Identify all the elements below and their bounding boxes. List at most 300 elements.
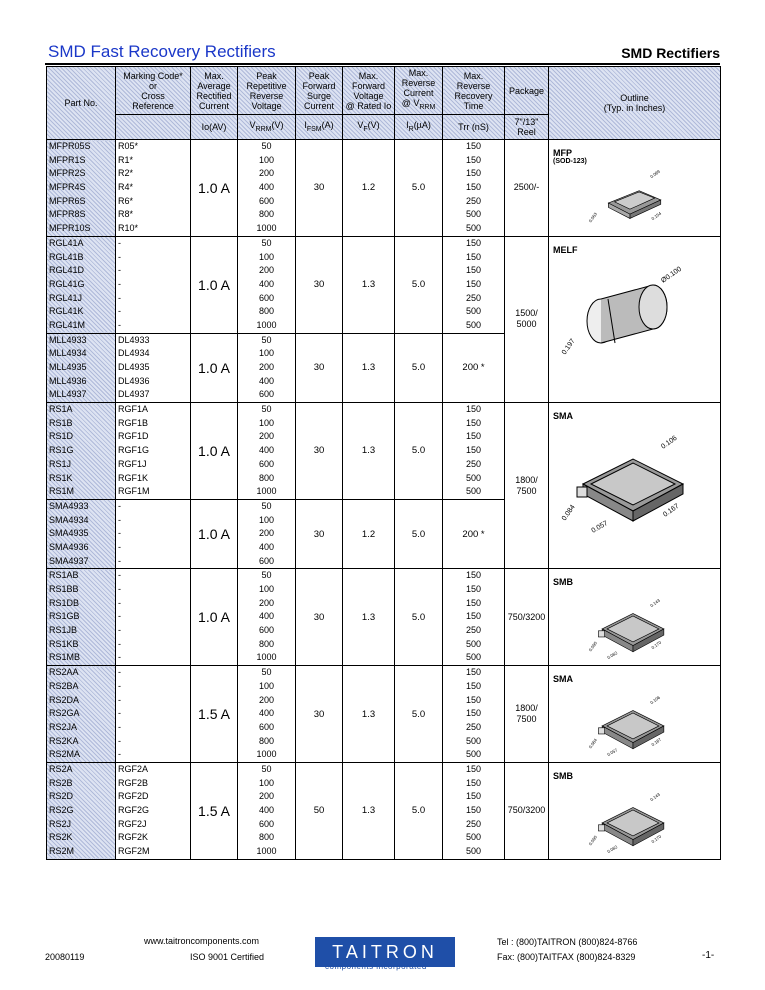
table-cell: - bbox=[118, 597, 121, 608]
footer-website: www.taitroncomponents.com bbox=[144, 936, 260, 946]
trr-values bbox=[443, 140, 505, 237]
table-cell: 400 bbox=[258, 445, 275, 456]
table-cell: 50 bbox=[261, 570, 272, 581]
marking-codes bbox=[116, 762, 191, 859]
table-row bbox=[47, 140, 721, 237]
table-cell: - bbox=[118, 638, 121, 649]
vf-cell: 1.2 bbox=[343, 499, 395, 568]
table-cell: SMA4936 bbox=[49, 541, 89, 552]
vf-cell: 1.2 bbox=[343, 140, 395, 237]
table-cell: 50 bbox=[261, 404, 272, 415]
table-cell: RS2M bbox=[49, 846, 75, 857]
table-cell: RS2K bbox=[49, 832, 73, 843]
table-cell: DL4934 bbox=[118, 348, 150, 359]
table-cell: - bbox=[118, 721, 121, 732]
table-cell: - bbox=[118, 541, 121, 552]
col-vf: Max. Forward Voltage @ Rated Io bbox=[343, 67, 395, 115]
table-cell: MLL4936 bbox=[49, 375, 87, 386]
table-cell: - bbox=[118, 278, 121, 289]
svg-text:0.167: 0.167 bbox=[650, 736, 663, 748]
table-cell: 1000 bbox=[256, 749, 277, 760]
table-cell: RS1AB bbox=[49, 570, 79, 581]
table-cell: 500 bbox=[465, 223, 482, 234]
svg-text:0.069: 0.069 bbox=[649, 168, 661, 180]
table-cell: 200 bbox=[258, 431, 275, 442]
table-cell: - bbox=[118, 514, 121, 525]
trr-cell: 200 * bbox=[443, 333, 505, 402]
table-cell: 500 bbox=[465, 638, 482, 649]
table-cell: 800 bbox=[258, 832, 275, 843]
table-cell: RS1G bbox=[49, 445, 74, 456]
part-numbers bbox=[47, 236, 116, 333]
table-cell: RS2A bbox=[49, 763, 73, 774]
table-cell: SMA4935 bbox=[49, 528, 89, 539]
part-numbers bbox=[47, 333, 116, 402]
table-cell: 500 bbox=[465, 846, 482, 857]
col-vrrm: Peak Repetitive Reverse Voltage bbox=[238, 67, 296, 115]
table-cell: RS1JB bbox=[49, 625, 78, 636]
table-cell: RS1A bbox=[49, 404, 73, 415]
io-cell: 1.0 A bbox=[191, 569, 238, 666]
table-cell: RS2D bbox=[49, 791, 74, 802]
svg-text:0.143: 0.143 bbox=[649, 598, 661, 609]
table-cell: 400 bbox=[258, 708, 275, 719]
table-cell: RS1MB bbox=[49, 652, 81, 663]
outline-label: SMB bbox=[553, 577, 573, 588]
table-cell: - bbox=[118, 652, 121, 663]
table-cell: - bbox=[118, 251, 121, 262]
vf-cell: 1.3 bbox=[343, 333, 395, 402]
package-cell: 750/3200 bbox=[505, 762, 549, 859]
svg-text:0.106: 0.106 bbox=[649, 694, 661, 706]
table-cell: RS2KA bbox=[49, 735, 79, 746]
col-ifsm-unit: $I_{FSM}(A)$ bbox=[296, 115, 343, 140]
table-cell: 500 bbox=[465, 306, 482, 317]
table-cell: 200 bbox=[258, 791, 275, 802]
table-cell: RS2GA bbox=[49, 708, 80, 719]
part-numbers bbox=[47, 569, 116, 666]
table-cell: 400 bbox=[258, 278, 275, 289]
package-cell: 1500/ 5000 bbox=[505, 236, 549, 402]
table-cell: RGF1A bbox=[118, 404, 149, 415]
table-cell: - bbox=[118, 708, 121, 719]
table-cell: MFPR4S bbox=[49, 182, 86, 193]
table-row bbox=[47, 569, 721, 666]
table-cell: RS2G bbox=[49, 805, 74, 815]
trr-values bbox=[443, 236, 505, 333]
io-cell: 1.0 A bbox=[191, 403, 238, 500]
io-cell: 1.5 A bbox=[191, 762, 238, 859]
part-numbers bbox=[47, 762, 116, 859]
ifsm-cell: 30 bbox=[296, 666, 343, 763]
table-row bbox=[47, 236, 721, 333]
col-io: Max. Average Rectified Current bbox=[191, 67, 238, 115]
svg-text:0.167: 0.167 bbox=[662, 502, 681, 519]
table-cell: 100 bbox=[258, 417, 275, 428]
table-cell: 150 bbox=[465, 431, 482, 442]
table-row bbox=[47, 762, 721, 859]
marking-codes bbox=[116, 569, 191, 666]
table-cell: 250 bbox=[465, 818, 482, 829]
package-drawing bbox=[553, 692, 713, 760]
marking-codes bbox=[116, 499, 191, 568]
table-cell: RGL41M bbox=[49, 319, 86, 330]
table-row bbox=[47, 403, 721, 500]
ir-cell: 5.0 bbox=[395, 666, 443, 763]
table-cell: 150 bbox=[465, 805, 482, 815]
col-ir-unit: $I_R(\mu A)$ bbox=[395, 115, 443, 140]
io-cell: 1.5 A bbox=[191, 666, 238, 763]
table-cell: RS1DB bbox=[49, 597, 80, 608]
table-cell: MLL4935 bbox=[49, 362, 87, 372]
part-numbers bbox=[47, 403, 116, 500]
marking-codes bbox=[116, 140, 191, 237]
table-cell: RS1B bbox=[49, 417, 73, 428]
table-cell: 100 bbox=[258, 251, 275, 262]
table-cell: RGF1B bbox=[118, 417, 149, 428]
outline-sublabel: (SOD-123) bbox=[553, 158, 587, 165]
outline-cell bbox=[549, 140, 721, 237]
svg-text:Ø0.100: Ø0.100 bbox=[660, 265, 683, 285]
table-cell: 1000 bbox=[256, 223, 277, 234]
col-outline: Outline (Typ. in Inches) bbox=[549, 67, 721, 140]
table-cell: 250 bbox=[465, 625, 482, 636]
svg-text:0.154: 0.154 bbox=[650, 210, 663, 222]
io-cell: 1.0 A bbox=[191, 236, 238, 333]
table-cell: - bbox=[118, 749, 121, 760]
trr-values bbox=[443, 762, 505, 859]
table-cell: RS2BA bbox=[49, 680, 79, 691]
table-cell: RS2J bbox=[49, 818, 72, 829]
vf-cell: 1.3 bbox=[343, 403, 395, 500]
table-cell: 250 bbox=[465, 292, 482, 303]
table-cell: RGF2J bbox=[118, 818, 147, 829]
table-cell: RGF2D bbox=[118, 791, 149, 802]
svg-text:0.197: 0.197 bbox=[560, 337, 577, 356]
outline-label: SMA bbox=[553, 411, 573, 422]
table-cell: 150 bbox=[465, 154, 482, 165]
table-cell: MFPR10S bbox=[49, 223, 91, 234]
table-cell: 500 bbox=[465, 319, 482, 330]
table-cell: 50 bbox=[261, 237, 272, 248]
outline-cell bbox=[549, 236, 721, 402]
table-cell: 150 bbox=[465, 763, 482, 774]
footer-iso: ISO 9001 Certified bbox=[190, 952, 265, 962]
table-cell: - bbox=[118, 611, 121, 622]
table-cell: 250 bbox=[465, 195, 482, 206]
table-cell: MLL4933 bbox=[49, 334, 87, 345]
table-cell: MFPR2S bbox=[49, 168, 86, 179]
table-cell: 800 bbox=[258, 735, 275, 746]
vrrm-values bbox=[238, 569, 296, 666]
table-cell: - bbox=[118, 237, 121, 248]
table-cell: RS1BB bbox=[49, 584, 79, 594]
table-cell: RGF2A bbox=[118, 763, 149, 774]
taitron-logo-sub: components incorporated bbox=[325, 962, 427, 971]
table-cell: 200 bbox=[258, 362, 275, 372]
package-drawing bbox=[553, 595, 713, 663]
package-cell: 1800/ 7500 bbox=[505, 403, 549, 569]
table-cell: 500 bbox=[465, 652, 482, 663]
table-cell: 150 bbox=[465, 251, 482, 262]
svg-text:0.063: 0.063 bbox=[587, 211, 599, 224]
table-cell: RS1D bbox=[49, 431, 74, 442]
table-cell: 200 bbox=[258, 597, 275, 608]
svg-text:0.143: 0.143 bbox=[649, 791, 661, 803]
table-cell: - bbox=[118, 528, 121, 539]
table-cell: - bbox=[118, 667, 121, 678]
table-cell: DL4936 bbox=[118, 375, 150, 386]
table-cell: - bbox=[118, 265, 121, 276]
table-cell: 50 bbox=[261, 500, 272, 511]
part-numbers bbox=[47, 666, 116, 763]
ir-cell: 5.0 bbox=[395, 762, 443, 859]
table-cell: 600 bbox=[258, 195, 275, 206]
table-cell: 150 bbox=[465, 680, 482, 691]
table-cell: RS2B bbox=[49, 777, 73, 788]
table-cell: MLL4934 bbox=[49, 348, 87, 359]
rectifier-table bbox=[46, 66, 721, 860]
table-cell: RS1GB bbox=[49, 611, 80, 622]
table-cell: RGF2B bbox=[118, 777, 149, 788]
package-drawing bbox=[553, 263, 713, 373]
table-cell: 50 bbox=[261, 763, 272, 774]
table-cell: - bbox=[118, 500, 121, 511]
trr-values bbox=[443, 569, 505, 666]
svg-text:0.090: 0.090 bbox=[587, 640, 599, 653]
vrrm-values bbox=[238, 140, 296, 237]
outline-cell bbox=[549, 762, 721, 859]
marking-codes bbox=[116, 333, 191, 402]
table-cell: 100 bbox=[258, 777, 275, 788]
table-cell: DL4937 bbox=[118, 389, 150, 400]
table-cell: 200 bbox=[258, 528, 275, 539]
footer-page: -1- bbox=[702, 950, 715, 961]
package-drawing bbox=[553, 166, 713, 234]
table-cell: - bbox=[118, 584, 121, 594]
svg-text:0.082: 0.082 bbox=[606, 650, 619, 661]
outline-label: SMB bbox=[553, 770, 573, 781]
vf-cell: 1.3 bbox=[343, 762, 395, 859]
table-cell: RGL41A bbox=[49, 237, 84, 248]
table-cell: DL4935 bbox=[118, 362, 150, 372]
table-cell: 150 bbox=[465, 791, 482, 802]
table-cell: 150 bbox=[465, 237, 482, 248]
table-cell: 100 bbox=[258, 680, 275, 691]
marking-codes bbox=[116, 403, 191, 500]
table-cell: 150 bbox=[465, 182, 482, 193]
trr-values bbox=[443, 666, 505, 763]
title-rule bbox=[45, 63, 720, 65]
table-cell: 1000 bbox=[256, 652, 277, 663]
table-cell: - bbox=[118, 625, 121, 636]
vf-cell: 1.3 bbox=[343, 666, 395, 763]
table-cell: R2* bbox=[118, 168, 134, 179]
table-cell: 150 bbox=[465, 667, 482, 678]
outline-cell bbox=[549, 403, 721, 569]
col-vf-unit: $V_F(V)$ bbox=[343, 115, 395, 140]
svg-text:0.084: 0.084 bbox=[560, 503, 577, 523]
table-cell: 150 bbox=[465, 694, 482, 705]
svg-text:0.106: 0.106 bbox=[660, 434, 679, 451]
outline-cell bbox=[549, 666, 721, 763]
io-cell: 1.0 A bbox=[191, 333, 238, 402]
part-numbers bbox=[47, 499, 116, 568]
table-cell: DL4933 bbox=[118, 334, 150, 345]
table-cell: RS2MA bbox=[49, 749, 81, 760]
package-cell: 1800/ 7500 bbox=[505, 666, 549, 763]
table-cell: 400 bbox=[258, 541, 275, 552]
outline-cell bbox=[549, 569, 721, 666]
ifsm-cell: 30 bbox=[296, 140, 343, 237]
table-cell: 150 bbox=[465, 168, 482, 179]
table-cell: - bbox=[118, 306, 121, 317]
table-cell: 500 bbox=[465, 735, 482, 746]
package-drawing bbox=[553, 789, 713, 857]
ifsm-cell: 30 bbox=[296, 403, 343, 500]
table-cell: 500 bbox=[465, 472, 482, 483]
table-cell: 500 bbox=[465, 209, 482, 220]
svg-text:0.082: 0.082 bbox=[606, 844, 619, 854]
marking-codes bbox=[116, 666, 191, 763]
table-cell: RGF1J bbox=[118, 458, 147, 469]
table-cell: 600 bbox=[258, 721, 275, 732]
vrrm-values bbox=[238, 499, 296, 568]
table-cell: 150 bbox=[465, 445, 482, 456]
table-cell: 150 bbox=[465, 141, 482, 151]
vrrm-values bbox=[238, 236, 296, 333]
table-cell: 500 bbox=[465, 749, 482, 760]
table-cell: RGF1M bbox=[118, 486, 150, 497]
ifsm-cell: 30 bbox=[296, 236, 343, 333]
table-cell: 400 bbox=[258, 805, 275, 815]
trr-cell: 200 * bbox=[443, 499, 505, 568]
table-cell: R4* bbox=[118, 182, 134, 193]
footer-tel: Tel : (800)TAITRON (800)824-8766 bbox=[497, 937, 638, 947]
table-cell: 600 bbox=[258, 555, 275, 566]
table-cell: RS1M bbox=[49, 486, 75, 497]
ir-cell: 5.0 bbox=[395, 333, 443, 402]
table-cell: 100 bbox=[258, 584, 275, 594]
col-ifsm: Peak Forward Surge Current bbox=[296, 67, 343, 115]
vf-cell: 1.3 bbox=[343, 569, 395, 666]
table-cell: 600 bbox=[258, 625, 275, 636]
ir-cell: 5.0 bbox=[395, 140, 443, 237]
table-cell: 400 bbox=[258, 611, 275, 622]
table-cell: 800 bbox=[258, 638, 275, 649]
package-cell: 2500/- bbox=[505, 140, 549, 237]
outline-label: SMA bbox=[553, 674, 573, 685]
package-drawing bbox=[553, 429, 713, 539]
table-cell: 50 bbox=[261, 667, 272, 678]
table-cell: RGF1K bbox=[118, 472, 149, 483]
table-cell: 150 bbox=[465, 708, 482, 719]
table-cell: - bbox=[118, 292, 121, 303]
table-cell: 150 bbox=[465, 611, 482, 622]
table-cell: 150 bbox=[465, 278, 482, 289]
table-cell: 100 bbox=[258, 154, 275, 165]
table-cell: 600 bbox=[258, 292, 275, 303]
table-cell: MLL4937 bbox=[49, 389, 87, 400]
table-cell: 200 bbox=[258, 694, 275, 705]
table-cell: RGF1D bbox=[118, 431, 149, 442]
table-cell: 150 bbox=[465, 570, 482, 581]
table-cell: 600 bbox=[258, 389, 275, 400]
table-cell: RGL41B bbox=[49, 251, 84, 262]
ifsm-cell: 30 bbox=[296, 569, 343, 666]
part-numbers bbox=[47, 140, 116, 237]
table-cell: RS1K bbox=[49, 472, 73, 483]
table-cell: 100 bbox=[258, 348, 275, 359]
table-cell: SMA4937 bbox=[49, 555, 89, 566]
taitron-logo: TAITRON bbox=[315, 937, 455, 967]
table-cell: 150 bbox=[465, 597, 482, 608]
table-cell: 250 bbox=[465, 458, 482, 469]
table-cell: - bbox=[118, 680, 121, 691]
table-cell: RS2AA bbox=[49, 667, 79, 678]
vrrm-values bbox=[238, 403, 296, 500]
table-cell: - bbox=[118, 555, 121, 566]
outline-label: MELF bbox=[553, 244, 578, 255]
table-cell: - bbox=[118, 570, 121, 581]
table-cell: 150 bbox=[465, 417, 482, 428]
io-cell: 1.0 A bbox=[191, 499, 238, 568]
table-row bbox=[47, 666, 721, 763]
table-cell: RS1KB bbox=[49, 638, 79, 649]
table-cell: 250 bbox=[465, 721, 482, 732]
table-cell: 500 bbox=[465, 486, 482, 497]
table-cell: R10* bbox=[118, 223, 139, 234]
vrrm-values bbox=[238, 666, 296, 763]
table-cell: - bbox=[118, 694, 121, 705]
table-cell: R8* bbox=[118, 209, 134, 220]
table-cell: 400 bbox=[258, 182, 275, 193]
io-cell: 1.0 A bbox=[191, 140, 238, 237]
table-cell: SMA4934 bbox=[49, 514, 89, 525]
ir-cell: 5.0 bbox=[395, 499, 443, 568]
ifsm-cell: 50 bbox=[296, 762, 343, 859]
vrrm-values bbox=[238, 333, 296, 402]
table-cell: 150 bbox=[465, 404, 482, 415]
svg-text:0.170: 0.170 bbox=[650, 833, 663, 845]
table-cell: RGL41G bbox=[49, 278, 85, 289]
table-cell: MFPR05S bbox=[49, 141, 91, 151]
table-cell: 600 bbox=[258, 458, 275, 469]
table-cell: 150 bbox=[465, 584, 482, 594]
table-cell: 800 bbox=[258, 472, 275, 483]
table-cell: 50 bbox=[261, 141, 272, 151]
table-cell: RGL41D bbox=[49, 265, 85, 276]
col-vrrm-unit: $V_{RRM}(V)$ bbox=[238, 115, 296, 140]
ir-cell: 5.0 bbox=[395, 569, 443, 666]
page-title: SMD Fast Recovery Rectifiers bbox=[48, 42, 276, 61]
table-cell: R6* bbox=[118, 195, 134, 206]
vf-cell: 1.3 bbox=[343, 236, 395, 333]
table-cell: 200 bbox=[258, 265, 275, 276]
ifsm-cell: 30 bbox=[296, 333, 343, 402]
table-cell: RS2JA bbox=[49, 721, 78, 732]
col-marking-unit bbox=[116, 115, 191, 140]
table-cell: MFPR8S bbox=[49, 209, 86, 220]
table-cell: 150 bbox=[465, 265, 482, 276]
svg-text:0.057: 0.057 bbox=[606, 747, 619, 758]
outline-label: MFP bbox=[553, 148, 572, 158]
table-cell: RGF2K bbox=[118, 832, 149, 843]
svg-text:0.057: 0.057 bbox=[590, 519, 610, 535]
ir-cell: 5.0 bbox=[395, 236, 443, 333]
col-part-no: Part No. bbox=[47, 67, 116, 140]
ifsm-cell: 30 bbox=[296, 499, 343, 568]
